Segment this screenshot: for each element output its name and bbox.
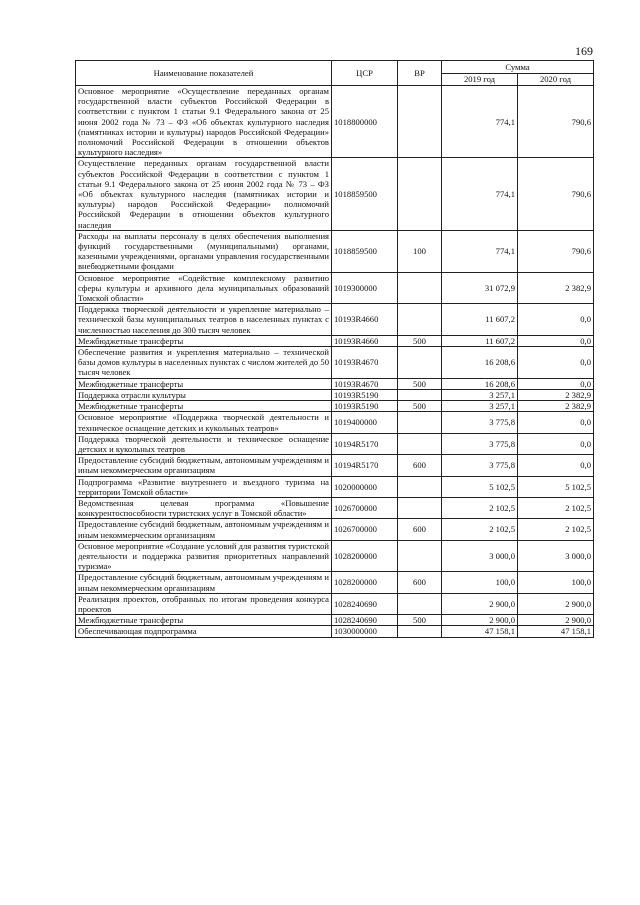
row-vr [398, 497, 442, 518]
row-csr: 10193R5190 [332, 389, 398, 400]
row-vr [398, 158, 442, 230]
row-csr: 1018859500 [332, 230, 398, 272]
row-vr: 600 [398, 572, 442, 593]
row-sum-2020: 0,0 [518, 304, 594, 336]
row-vr [398, 412, 442, 433]
row-csr: 1028200000 [332, 540, 398, 572]
table-row [76, 572, 594, 593]
row-name: Основное мероприятие «Поддержка творческой деятельности и техническое оснащение детских и кукольных театров» [76, 412, 332, 433]
table-row [76, 230, 594, 272]
page-number: 169 [575, 44, 593, 58]
row-sum-2020: 0,0 [518, 412, 594, 433]
row-sum-2019: 3 000,0 [442, 540, 518, 572]
row-csr: 1026700000 [332, 519, 398, 540]
table-row [76, 626, 594, 637]
row-vr: 500 [398, 378, 442, 389]
row-csr: 1018859500 [332, 158, 398, 230]
row-sum-2019: 3 257,1 [442, 389, 518, 400]
row-sum-2019: 3 257,1 [442, 401, 518, 412]
row-csr: 10193R5190 [332, 401, 398, 412]
table-row [76, 272, 594, 304]
row-name: Поддержка творческой деятельности и техническое оснащение детских и кукольных театров [76, 433, 332, 454]
row-sum-2019: 774,1 [442, 86, 518, 158]
row-name: Ведомственная целевая программа «Повышение конкурентоспособности туристских услуг в Томской области» [76, 497, 332, 518]
table-row [76, 433, 594, 454]
row-sum-2019: 16 208,6 [442, 347, 518, 379]
table-row [76, 304, 594, 336]
row-name: Межбюджетные трансферты [76, 335, 332, 346]
table-header [76, 61, 594, 86]
row-sum-2019: 16 208,6 [442, 378, 518, 389]
row-sum-2019: 47 158,1 [442, 626, 518, 637]
row-sum-2020: 100,0 [518, 572, 594, 593]
row-sum-2020: 2 382,9 [518, 401, 594, 412]
header-year-2019: 2019 год [442, 73, 518, 86]
table-row [76, 615, 594, 626]
row-sum-2020: 2 102,5 [518, 497, 594, 518]
row-sum-2020: 790,6 [518, 230, 594, 272]
row-csr: 10193R4670 [332, 347, 398, 379]
table-row [76, 86, 594, 158]
table-row [76, 347, 594, 379]
row-csr: 1018800000 [332, 86, 398, 158]
row-sum-2019: 2 900,0 [442, 615, 518, 626]
row-name: Обеспечивающая подпрограмма [76, 626, 332, 637]
row-name: Межбюджетные трансферты [76, 378, 332, 389]
row-sum-2020: 5 102,5 [518, 476, 594, 497]
row-csr: 1020000000 [332, 476, 398, 497]
header-name: Наименование показателей [76, 61, 332, 86]
row-vr: 600 [398, 455, 442, 476]
row-csr: 10194R5170 [332, 455, 398, 476]
row-name: Основное мероприятие «Содействие комплексному развитию сферы культуры и архивного дела муниципальных образований Томской области» [76, 272, 332, 304]
row-sum-2020: 2 900,0 [518, 615, 594, 626]
row-csr: 1028200000 [332, 572, 398, 593]
row-vr: 500 [398, 335, 442, 346]
row-sum-2020: 790,6 [518, 86, 594, 158]
row-csr: 1026700000 [332, 497, 398, 518]
row-vr [398, 433, 442, 454]
row-vr: 500 [398, 615, 442, 626]
table-row [76, 497, 594, 518]
row-csr: 10194R5170 [332, 433, 398, 454]
table-row [76, 401, 594, 412]
row-sum-2019: 2 102,5 [442, 519, 518, 540]
row-sum-2019: 2 102,5 [442, 497, 518, 518]
row-name: Основное мероприятие «Создание условий для развития туристской деятельности и поддержка развития приоритетных направлений туризма» [76, 540, 332, 572]
row-sum-2020: 2 102,5 [518, 519, 594, 540]
row-vr [398, 86, 442, 158]
row-vr: 500 [398, 401, 442, 412]
table-body [76, 86, 594, 638]
table-row [76, 412, 594, 433]
header-vr: ВР [398, 61, 442, 86]
row-sum-2019: 11 607,2 [442, 304, 518, 336]
row-csr: 1028240690 [332, 593, 398, 614]
row-sum-2019: 5 102,5 [442, 476, 518, 497]
row-name: Предоставление субсидий бюджетным, автономным учреждениям и иным некоммерческим организациям [76, 455, 332, 476]
row-vr [398, 476, 442, 497]
row-name: Поддержка отрасли культуры [76, 389, 332, 400]
row-sum-2020: 47 158,1 [518, 626, 594, 637]
row-csr: 1019300000 [332, 272, 398, 304]
row-sum-2019: 31 072,9 [442, 272, 518, 304]
header-sum: Сумма [442, 61, 594, 74]
row-vr [398, 272, 442, 304]
table-row [76, 540, 594, 572]
row-name: Осуществление переданных органам государственной власти субъектов Российской Федерации в соответствии с пунктом 1 статьи 9.1 Федерального закона от 25 июня 2002 года № 73 – ФЗ «Об объектах культурного наследия (памятниках истории и культуры) народов Российской Федерации» полномочий Российской Федерации в отношении объектов культурного наследия [76, 158, 332, 230]
row-vr [398, 389, 442, 400]
row-sum-2019: 774,1 [442, 230, 518, 272]
row-name: Межбюджетные трансферты [76, 401, 332, 412]
row-name: Реализация проектов, отобранных по итогам проведения конкурса проектов [76, 593, 332, 614]
table-row [76, 593, 594, 614]
row-csr: 1028240690 [332, 615, 398, 626]
row-csr: 1030000000 [332, 626, 398, 637]
row-name: Предоставление субсидий бюджетным, автономным учреждениям и иным некоммерческим организациям [76, 572, 332, 593]
row-name: Расходы на выплаты персоналу в целях обеспечения выполнения функций государственными (муниципальными) органами, казенными учреждениями, органами управления государственными внебюджетными фондами [76, 230, 332, 272]
row-vr [398, 347, 442, 379]
table-row [76, 335, 594, 346]
row-sum-2020: 0,0 [518, 433, 594, 454]
row-sum-2019: 3 775,8 [442, 412, 518, 433]
row-name: Предоставление субсидий бюджетным, автономным учреждениям и иным некоммерческим организациям [76, 519, 332, 540]
row-sum-2020: 2 900,0 [518, 593, 594, 614]
row-sum-2020: 0,0 [518, 378, 594, 389]
row-sum-2020: 2 382,9 [518, 389, 594, 400]
table-row [76, 476, 594, 497]
row-sum-2019: 3 775,8 [442, 433, 518, 454]
header-csr: ЦСР [332, 61, 398, 86]
row-vr [398, 626, 442, 637]
row-vr [398, 540, 442, 572]
row-name: Обеспечение развития и укрепления материально – технической базы домов культуры в населенных пунктах с числом жителей до 50 тысяч человек [76, 347, 332, 379]
table-row [76, 519, 594, 540]
table-row [76, 378, 594, 389]
row-sum-2020: 0,0 [518, 347, 594, 379]
row-sum-2019: 11 607,2 [442, 335, 518, 346]
row-sum-2019: 774,1 [442, 158, 518, 230]
row-csr: 10193R4660 [332, 304, 398, 336]
row-sum-2019: 2 900,0 [442, 593, 518, 614]
row-sum-2020: 0,0 [518, 455, 594, 476]
table-row [76, 389, 594, 400]
row-csr: 10193R4660 [332, 335, 398, 346]
row-sum-2020: 790,6 [518, 158, 594, 230]
row-vr [398, 593, 442, 614]
budget-table [75, 60, 594, 638]
row-sum-2020: 3 000,0 [518, 540, 594, 572]
row-name: Межбюджетные трансферты [76, 615, 332, 626]
row-sum-2020: 0,0 [518, 335, 594, 346]
row-vr: 100 [398, 230, 442, 272]
header-year-2020: 2020 год [518, 73, 594, 86]
row-vr [398, 304, 442, 336]
row-csr: 10193R4670 [332, 378, 398, 389]
row-name: Поддержка творческой деятельности и укрепление материально – технической базы муниципальных театров в населенных пунктах с численностью населения до 300 тысяч человек [76, 304, 332, 336]
row-name: Подпрограмма «Развитие внутреннего и въездного туризма на территории Томской области» [76, 476, 332, 497]
table-row [76, 455, 594, 476]
row-name: Основное мероприятие «Осуществление переданных органам государственной власти субъектов Российской Федерации в соответствии с пунктом 1 статьи 9.1 Федерального закона от 25 июня 2002 года № 73 – ФЗ «Об объектах культурного наследия (памятниках истории и культуры) народов Российской Федерации» полномочий Российской Федерации в отношении объектов культурного наследия» [76, 86, 332, 158]
row-sum-2019: 100,0 [442, 572, 518, 593]
table-row [76, 158, 594, 230]
row-sum-2020: 2 382,9 [518, 272, 594, 304]
row-csr: 1019400000 [332, 412, 398, 433]
row-vr: 600 [398, 519, 442, 540]
row-sum-2019: 3 775,8 [442, 455, 518, 476]
